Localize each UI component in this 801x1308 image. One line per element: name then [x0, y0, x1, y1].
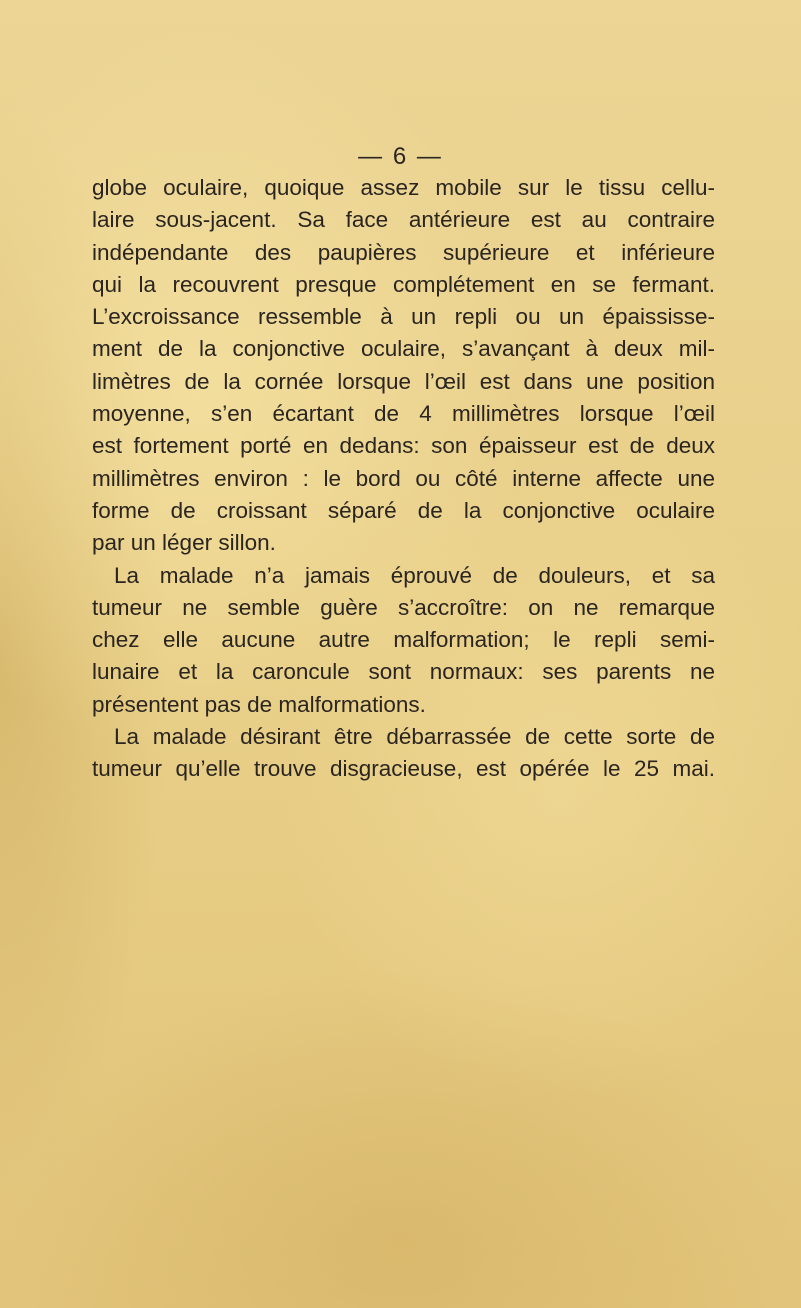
- text-line: L’excroissance ressemble à un repli ou un épaississe-: [92, 304, 715, 330]
- text-line: présentent pas de malformations.: [92, 691, 426, 717]
- text-line: millimètres environ : le bord ou côté interne affecte une: [92, 465, 715, 491]
- text-line: indépendante des paupières supérieure et inférieure: [92, 239, 715, 265]
- text-line: La malade désirant être débarrassée de cette sorte de: [114, 724, 715, 750]
- text-line: laire sous-jacent. Sa face antérieure est au contraire: [92, 207, 715, 233]
- text-line: qui la recouvrent presque complétement en se fermant.: [92, 271, 715, 297]
- page-number: — 6 —: [358, 143, 443, 170]
- text-line: La malade n’a jamais éprouvé de douleurs, et sa: [114, 562, 715, 588]
- text-line: globe oculaire, quoique assez mobile sur le tissu cellu-: [92, 175, 715, 200]
- text-line: moyenne, s’en écartant de 4 millimètres lorsque l’œil: [92, 401, 715, 427]
- text-line: limètres de la cornée lorsque l’œil est dans une position: [92, 368, 715, 394]
- text-line: forme de croissant séparé de la conjonctive oculaire: [92, 497, 715, 523]
- text-line: lunaire et la caroncule sont normaux: ses parents ne: [92, 659, 715, 685]
- text-line: par un léger sillon.: [92, 530, 276, 556]
- text-line: ment de la conjonctive oculaire, s’avançant à deux mil-: [92, 336, 715, 362]
- text-line: tumeur ne semble guère s’accroître: on ne remarque: [92, 594, 715, 620]
- body-text: [92, 172, 715, 786]
- text-line: est fortement porté en dedans: son épaisseur est de deux: [92, 433, 715, 459]
- text-line: chez elle aucune autre malformation; le repli semi-: [92, 627, 715, 653]
- text-line: tumeur qu’elle trouve disgracieuse, est opérée le 25 mai.: [92, 756, 715, 782]
